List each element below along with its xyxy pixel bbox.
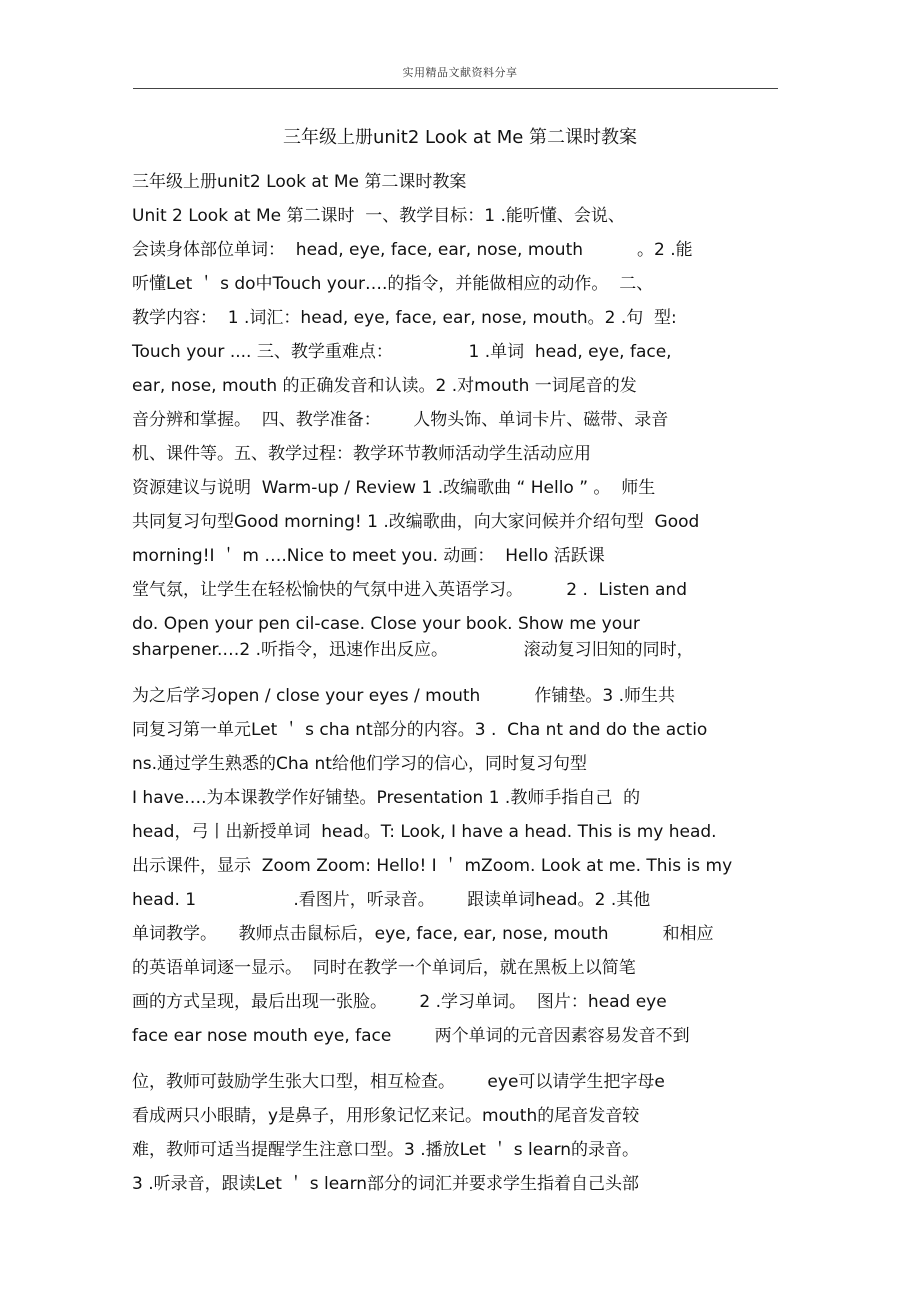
body-line: face ear nose mouth eye, face 两个单词的元音因素容易发音不到	[132, 1026, 690, 1046]
body-line: Unit 2 Look at Me 第二课时 一、教学目标：1 .能听懂、会说、	[132, 206, 625, 226]
body-line: 位，教师可鼓励学生张大口型，相互检查。 eye可以请学生把字母e	[132, 1072, 665, 1092]
body-line: 单词教学。 教师点击鼠标后，eye, face, ear, nose, mouth 和相应	[132, 924, 714, 944]
body-line: 资源建议与说明 Warm-up / Review 1 .改编歌曲 “ Hello ” 。 师生	[132, 478, 656, 498]
body-line: 难，教师可适当提醒学生注意口型。3 .播放Let ＇ s learn的录音。	[132, 1140, 640, 1160]
body-line: sharpener.…2 .听指令，迅速作出反应。 滚动复习旧知的同时，	[132, 640, 694, 660]
body-line: 堂气氛，让学生在轻松愉快的气氛中进入英语学习。 2 . Listen and	[132, 580, 687, 600]
body-line: 教学内容： 1 .词汇：head, eye, face, ear, nose, mouth。2 .句 型:	[132, 308, 677, 328]
body-line: 画的方式呈现，最后出现一张脸。 2 .学习单词。 图片：head eye	[132, 992, 667, 1012]
body-line: 三年级上册unit2 Look at Me 第二课时教案	[132, 172, 467, 192]
page-header: 实用精品文献资料分享	[402, 66, 518, 79]
body-line: 会读身体部位单词： head, eye, face, ear, nose, mouth 。2 .能	[132, 240, 693, 260]
body-line: 听懂Let ＇ s do中Touch your….的指令，并能做相应的动作。 二、	[132, 274, 654, 294]
body-line: 共同复习句型Good morning! 1 .改编歌曲，向大家问候并介绍句型 Good	[132, 512, 700, 532]
body-line: 的英语单词逐一显示。 同时在教学一个单词后，就在黑板上以简笔	[132, 958, 636, 978]
body-line: head，弓丨出新授单词 head。T: Look, I have a head. This is my head.	[132, 822, 717, 842]
body-line: head. 1 .看图片，听录音。 跟读单词head。2 .其他	[132, 890, 651, 910]
body-line: 为之后学习open / close your eyes / mouth 作铺垫。3 .师生共	[132, 686, 675, 706]
body-line: Touch your .... 三、教学重难点： 1 .单词 head, eye, face,	[132, 342, 672, 362]
body-line: I have….为本课教学作好铺垫。Presentation 1 .教师手指自己 的	[132, 788, 641, 808]
document-title: 三年级上册unit2 Look at Me 第二课时教案	[282, 127, 638, 148]
body-line: 机、课件等。五、教学过程：教学环节教师活动学生活动应用	[132, 444, 591, 464]
body-line: ns.通过学生熟悉的Cha nt给他们学习的信心，同时复习句型	[132, 754, 587, 774]
body-line: morning!I ＇ m ….Nice to meet you. 动画： Hello 活跃课	[132, 546, 605, 566]
header-rule	[133, 88, 778, 89]
body-line: ear, nose, mouth 的正确发音和认读。2 .对mouth 一词尾音的发	[132, 376, 637, 396]
body-line: 3 .听录音，跟读Let ＇ s learn部分的词汇并要求学生指着自己头部	[132, 1174, 640, 1194]
body-line: 看成两只小眼睛，y是鼻子，用形象记忆来记。mouth的尾音发音较	[132, 1106, 640, 1126]
body-line: do. Open your pen cil-case. Close your book. Show me your	[132, 614, 640, 634]
document-body	[132, 168, 772, 1204]
body-line: 同复习第一单元Let ＇ s cha nt部分的内容。3 . Cha nt and do the actio	[132, 720, 708, 740]
body-line: 出示课件，显示 Zoom Zoom: Hello! I ＇ mZoom. Look at me. This is my	[132, 856, 733, 876]
body-line: 音分辨和掌握。 四、教学准备： 人物头饰、单词卡片、磁带、录音	[132, 410, 669, 430]
